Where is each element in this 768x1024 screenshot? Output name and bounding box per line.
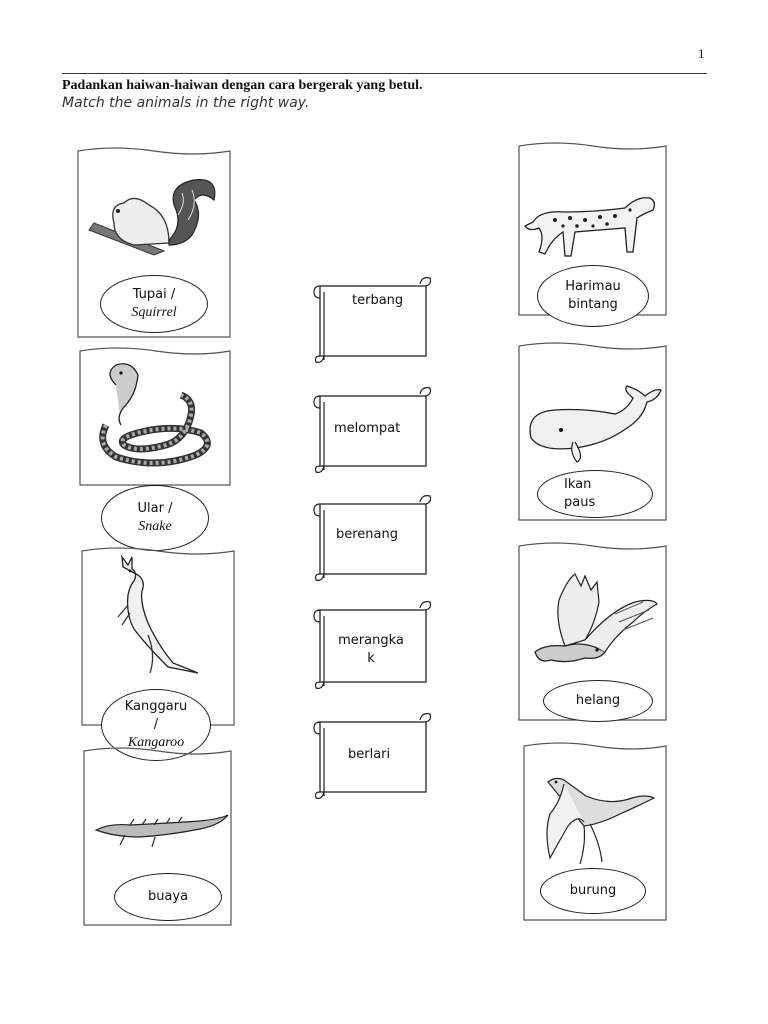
scroll-movement-1 xyxy=(312,276,432,364)
card-squirrel xyxy=(74,145,234,340)
label-eagle: helang xyxy=(543,680,653,722)
label-squirrel: Tupai / Squirrel xyxy=(100,275,208,333)
scroll-movement-4 xyxy=(312,600,432,692)
worksheet-title: Padankan haiwan-haiwan dengan cara bergerak yang betul. xyxy=(62,78,423,93)
label-crocodile: buaya xyxy=(114,873,222,921)
movement-label: melompat xyxy=(334,421,401,436)
card-crocodile xyxy=(80,745,235,930)
whale-icon xyxy=(515,340,670,480)
scroll-frame xyxy=(312,276,432,364)
movement-label: berlari xyxy=(348,747,391,762)
leopard-icon xyxy=(515,140,670,270)
card-eagle xyxy=(515,540,670,725)
card-leopard xyxy=(515,140,670,330)
card-kangaroo xyxy=(78,545,238,765)
scroll-movement-2 xyxy=(312,386,432,476)
card-bird xyxy=(520,740,670,925)
label-bird: burung xyxy=(540,868,646,914)
worksheet-subtitle: Match the animals in the right way. xyxy=(62,95,310,111)
crocodile-icon xyxy=(80,745,235,855)
movement-label: berenang xyxy=(336,527,399,542)
header-rule xyxy=(62,73,707,74)
scroll-movement-5 xyxy=(312,712,432,804)
label-kangaroo: Kanggaru / Kangaroo xyxy=(101,689,211,761)
movement-label: merangka k xyxy=(338,633,404,666)
card-snake xyxy=(76,345,234,555)
label-whale: Ikan paus xyxy=(537,470,653,518)
squirrel-icon xyxy=(74,145,234,265)
scroll-movement-3 xyxy=(312,494,432,584)
movement-label: terbang xyxy=(352,293,404,308)
card-whale xyxy=(515,340,670,525)
bird-icon xyxy=(520,740,670,870)
eagle-icon xyxy=(515,540,670,680)
page-number: 1 xyxy=(698,46,705,61)
label-leopard: Harimau bintang xyxy=(537,265,649,327)
label-snake: Ular / Snake xyxy=(101,485,209,551)
cobra-icon xyxy=(76,345,234,485)
kangaroo-icon xyxy=(78,545,238,685)
